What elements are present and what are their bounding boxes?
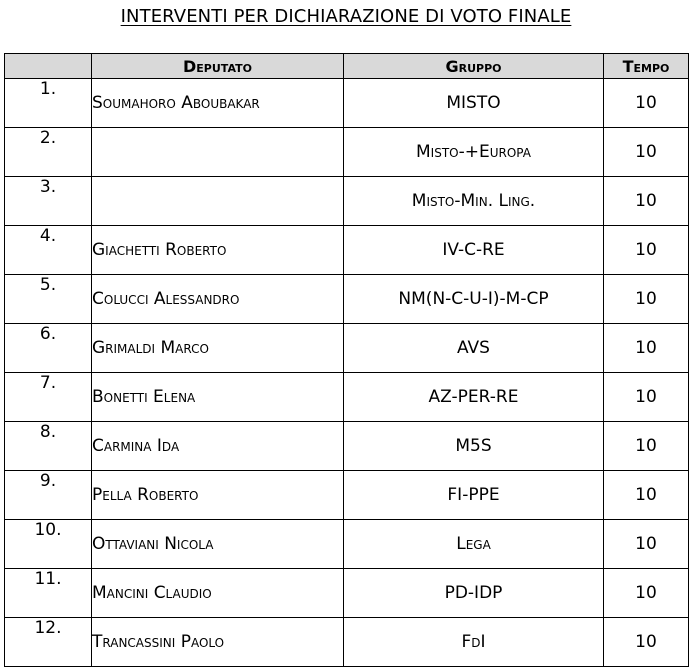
row-time: 10: [604, 373, 689, 422]
row-group: NM(N-C-U-I)-M-CP: [344, 275, 604, 324]
row-deputy: Trancassini Paolo: [92, 618, 344, 667]
header-number: [5, 54, 92, 79]
table-row: [5, 324, 689, 373]
row-group: AZ-PER-RE: [344, 373, 604, 422]
row-time: 10: [604, 128, 689, 177]
table-row: [5, 373, 689, 422]
row-time: 10: [604, 471, 689, 520]
table-row: [5, 79, 689, 128]
table-row: [5, 618, 689, 667]
row-number: 8.: [5, 422, 92, 471]
row-deputy: Mancini Claudio: [92, 569, 344, 618]
row-time: 10: [604, 226, 689, 275]
row-group: FdI: [344, 618, 604, 667]
table-row: [5, 569, 689, 618]
row-number: 5.: [5, 275, 92, 324]
row-time: 10: [604, 79, 689, 128]
row-deputy: Soumahoro Aboubakar: [92, 79, 344, 128]
speakers-table: [4, 53, 689, 667]
row-group: Misto-Min. Ling.: [344, 177, 604, 226]
row-group: IV-C-RE: [344, 226, 604, 275]
row-number: 3.: [5, 177, 92, 226]
row-deputy: Pella Roberto: [92, 471, 344, 520]
table-row: [5, 520, 689, 569]
row-number: 4.: [5, 226, 92, 275]
row-group: PD-IDP: [344, 569, 604, 618]
row-number: 10.: [5, 520, 92, 569]
table-row: [5, 422, 689, 471]
row-time: 10: [604, 422, 689, 471]
row-deputy: Colucci Alessandro: [92, 275, 344, 324]
row-number: 9.: [5, 471, 92, 520]
table-row: [5, 471, 689, 520]
row-deputy: [92, 177, 344, 226]
table-row: [5, 275, 689, 324]
row-time: 10: [604, 520, 689, 569]
row-deputy: Ottaviani Nicola: [92, 520, 344, 569]
table-row: [5, 226, 689, 275]
row-group: M5S: [344, 422, 604, 471]
row-deputy: Giachetti Roberto: [92, 226, 344, 275]
row-group: MISTO: [344, 79, 604, 128]
row-group: Lega: [344, 520, 604, 569]
row-time: 10: [604, 324, 689, 373]
row-time: 10: [604, 618, 689, 667]
row-deputy: Grimaldi Marco: [92, 324, 344, 373]
row-number: 2.: [5, 128, 92, 177]
header-deputy: Deputato: [92, 54, 344, 79]
row-number: 12.: [5, 618, 92, 667]
row-group: AVS: [344, 324, 604, 373]
table-row: [5, 128, 689, 177]
row-time: 10: [604, 275, 689, 324]
header-time: Tempo: [604, 54, 689, 79]
table-row: [5, 177, 689, 226]
row-number: 6.: [5, 324, 92, 373]
row-number: 7.: [5, 373, 92, 422]
row-number: 1.: [5, 79, 92, 128]
row-deputy: Carmina Ida: [92, 422, 344, 471]
table-header-row: [5, 54, 689, 79]
document-title: INTERVENTI PER DICHIARAZIONE DI VOTO FINALE: [120, 6, 572, 27]
row-time: 10: [604, 569, 689, 618]
row-time: 10: [604, 177, 689, 226]
row-deputy: [92, 128, 344, 177]
header-group: Gruppo: [344, 54, 604, 79]
row-deputy: Bonetti Elena: [92, 373, 344, 422]
row-number: 11.: [5, 569, 92, 618]
row-group: FI-PPE: [344, 471, 604, 520]
row-group: Misto-+Europa: [344, 128, 604, 177]
